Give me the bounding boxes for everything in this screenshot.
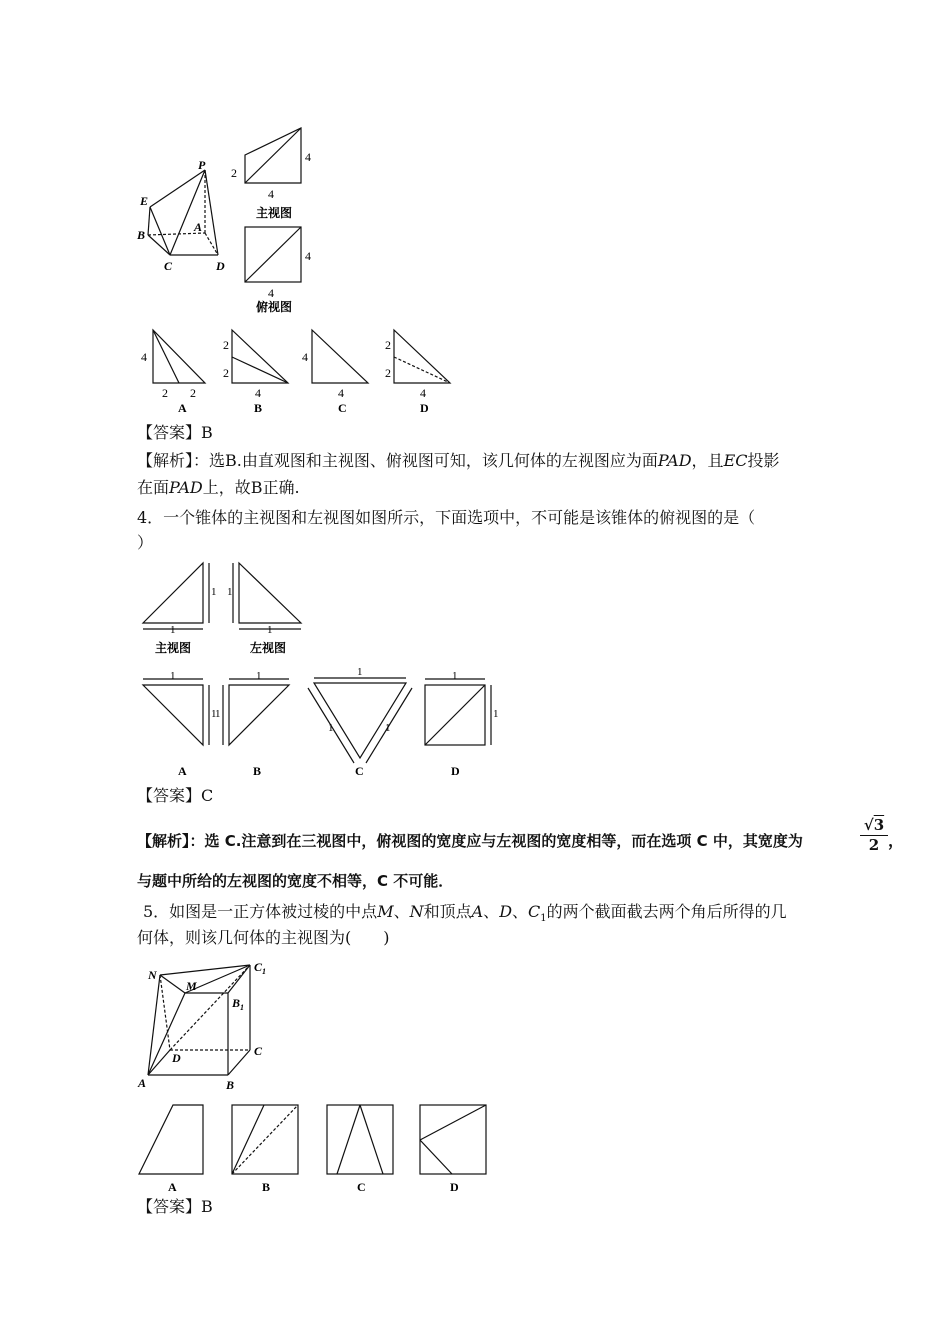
cube-label-a: A — [138, 1076, 147, 1090]
opt-d-dim-bottom: 2 — [385, 366, 391, 380]
q5-a-letter: A — [168, 1180, 177, 1194]
q4-b-dim-top: 1 — [256, 670, 262, 682]
solid-label-a: A — [194, 220, 203, 234]
q4-option-c — [300, 658, 420, 780]
q4-analysis-text: 【解析】：选 C.注意到在三视图中，俯视图的宽度应与左视图的宽度相等，而在选项 C 中，其宽度为 — [137, 832, 803, 850]
opt-d-letter: D — [420, 401, 429, 415]
opt-c-dim-base: 4 — [338, 386, 344, 400]
q3-analysis-ec: EC — [723, 451, 748, 470]
q5-stem-text-c: 的两个截面截去两个角后所得的几 — [546, 902, 787, 921]
q3-analysis-text-b: ，且 — [691, 451, 724, 470]
cube-label-n: N — [148, 968, 157, 982]
top-dim-right: 4 — [305, 249, 311, 263]
q5-stem-text-b: 和顶点 — [423, 902, 472, 921]
opt-a-dim-b2: 2 — [190, 386, 196, 400]
q3-analysis-text-c: 投影 — [747, 451, 780, 470]
q5-c-letter: C — [357, 1180, 366, 1194]
q3-analysis-line1 — [137, 450, 780, 472]
q3-analysis2-pad: PAD — [169, 478, 203, 497]
cube-label-c1-letter: C — [254, 960, 263, 974]
opt-b-dim-base: 4 — [255, 386, 261, 400]
q4-d-dim-right: 1 — [493, 708, 499, 720]
opt-a-dim-b1: 2 — [162, 386, 168, 400]
q3-analysis2-text-a: 在面 — [137, 478, 170, 497]
opt-c-letter: C — [338, 401, 347, 415]
q5-option-b — [228, 1100, 303, 1195]
q5-point-a: A — [471, 902, 484, 921]
q4-a-dim-top: 1 — [170, 670, 176, 682]
q4-c-dim-right: 1 — [385, 722, 391, 734]
cube-label-c: C — [254, 1044, 263, 1058]
cube-label-b: B — [226, 1078, 235, 1092]
q5-stem-line1 — [143, 901, 787, 930]
q3-analysis-line2 — [137, 477, 300, 499]
q3-option-d — [380, 325, 460, 420]
q5-cube-figure — [130, 955, 280, 1095]
q5-answer: 【答案】B — [137, 1197, 213, 1216]
solid-label-p: P — [198, 158, 206, 172]
q4-c-dim-top: 1 — [357, 666, 363, 678]
q4-sqrt-value: 3 — [873, 816, 885, 834]
q5-sep1: 、 — [393, 902, 410, 921]
q5-point-m: M — [377, 902, 394, 921]
q4-d-letter: D — [451, 764, 460, 778]
opt-d-dim-top: 2 — [385, 338, 391, 352]
q4-side-caption: 左视图 — [250, 641, 287, 655]
q5-sep2: 、 — [483, 902, 500, 921]
opt-d-dim-base: 4 — [420, 386, 426, 400]
cube-label-d: D — [172, 1051, 181, 1065]
q4-front-dim-bottom: 1 — [170, 624, 176, 636]
opt-b-dim-bottom: 2 — [223, 366, 229, 380]
q3-option-a — [135, 325, 215, 420]
q5-option-c — [323, 1100, 398, 1195]
opt-a-dim-left: 4 — [141, 350, 147, 364]
q4-front-dim-right: 1 — [211, 586, 217, 598]
q5-sep3: 、 — [512, 902, 529, 921]
q5-stem-text-a: 5．如图是一正方体被过棱的中点 — [143, 902, 378, 921]
q4-stem-line2: ） — [137, 533, 154, 552]
front-view-caption: 主视图 — [256, 206, 293, 220]
solid-label-b: B — [137, 228, 146, 242]
top-dim-bottom: 4 — [268, 286, 274, 300]
opt-b-dim-top: 2 — [223, 338, 229, 352]
q4-c-dim-left: 1 — [328, 722, 334, 734]
cube-label-b1-sub: 1 — [240, 1003, 245, 1012]
q3-front-view — [225, 125, 325, 225]
q5-point-c1-sub: 1 — [540, 913, 547, 925]
front-dim-bottom: 4 — [268, 187, 274, 201]
front-dim-left: 2 — [231, 166, 237, 180]
q3-option-c — [300, 325, 380, 420]
q4-fraction-denominator: 2 — [868, 836, 880, 854]
cube-label-c1 — [254, 960, 266, 976]
opt-a-letter: A — [178, 401, 187, 415]
q5-option-a — [135, 1100, 210, 1195]
q4-c-letter: C — [355, 764, 364, 778]
cube-label-b1-letter: B — [232, 996, 241, 1010]
q5-point-c1: C — [528, 902, 541, 921]
solid-label-e: E — [140, 194, 149, 208]
q5-option-d — [416, 1100, 491, 1195]
q4-front-view — [135, 555, 220, 660]
front-dim-right: 4 — [305, 150, 311, 164]
q4-option-b — [215, 665, 300, 780]
q5-b-letter: B — [262, 1180, 271, 1194]
cube-label-m: M — [186, 979, 197, 993]
q4-stem-line1: 4．一个锥体的主视图和左视图如图所示，下面选项中，不可能是该锥体的俯视图的是（ — [137, 508, 756, 527]
q4-fraction-numerator: √3 — [860, 816, 888, 836]
q3-top-view — [225, 222, 325, 317]
q4-answer: 【答案】C — [137, 786, 214, 805]
q4-d-dim-top: 1 — [452, 670, 458, 682]
top-view-caption: 俯视图 — [256, 300, 293, 314]
q3-analysis2-text-b: 上，故B正确. — [202, 478, 300, 497]
q5-point-n: N — [409, 902, 424, 921]
q4-front-caption: 主视图 — [155, 641, 192, 655]
q5-stem-line2: 何体，则该几何体的主视图为( ) — [137, 928, 390, 947]
q5-d-letter: D — [450, 1180, 459, 1194]
q4-side-dim-left: 1 — [227, 586, 233, 598]
solid-label-c: C — [164, 259, 173, 273]
q4-b-letter: B — [253, 764, 262, 778]
q4-option-d — [415, 665, 505, 780]
q4-analysis-comma: ， — [888, 831, 905, 850]
q3-analysis-pad: PAD — [657, 451, 692, 470]
q4-a-dim-right: 1 — [211, 708, 217, 720]
q4-a-letter: A — [178, 764, 187, 778]
q4-fraction — [860, 816, 888, 854]
q4-option-a — [135, 665, 220, 780]
cube-label-c1-sub: 1 — [262, 967, 267, 976]
q4-side-dim-bottom: 1 — [267, 624, 273, 636]
q4-b-dim-left: 1 — [215, 708, 221, 720]
q4-analysis-line2: 与题中所给的左视图的宽度不相等，C 不可能． — [137, 872, 454, 890]
q4-analysis-line1 — [137, 830, 803, 852]
opt-c-dim-left: 4 — [302, 350, 308, 364]
q3-option-b — [220, 325, 300, 420]
q5-point-d: D — [499, 902, 513, 921]
q4-side-view — [225, 555, 310, 660]
q3-answer: 【答案】B — [137, 423, 213, 442]
solid-label-d: D — [216, 259, 225, 273]
q3-analysis-text-a: 【解析】：选B.由直观图和主视图、俯视图可知，该几何体的左视图应为面 — [137, 451, 658, 470]
opt-b-letter: B — [254, 401, 263, 415]
cube-label-b1 — [231, 996, 244, 1012]
